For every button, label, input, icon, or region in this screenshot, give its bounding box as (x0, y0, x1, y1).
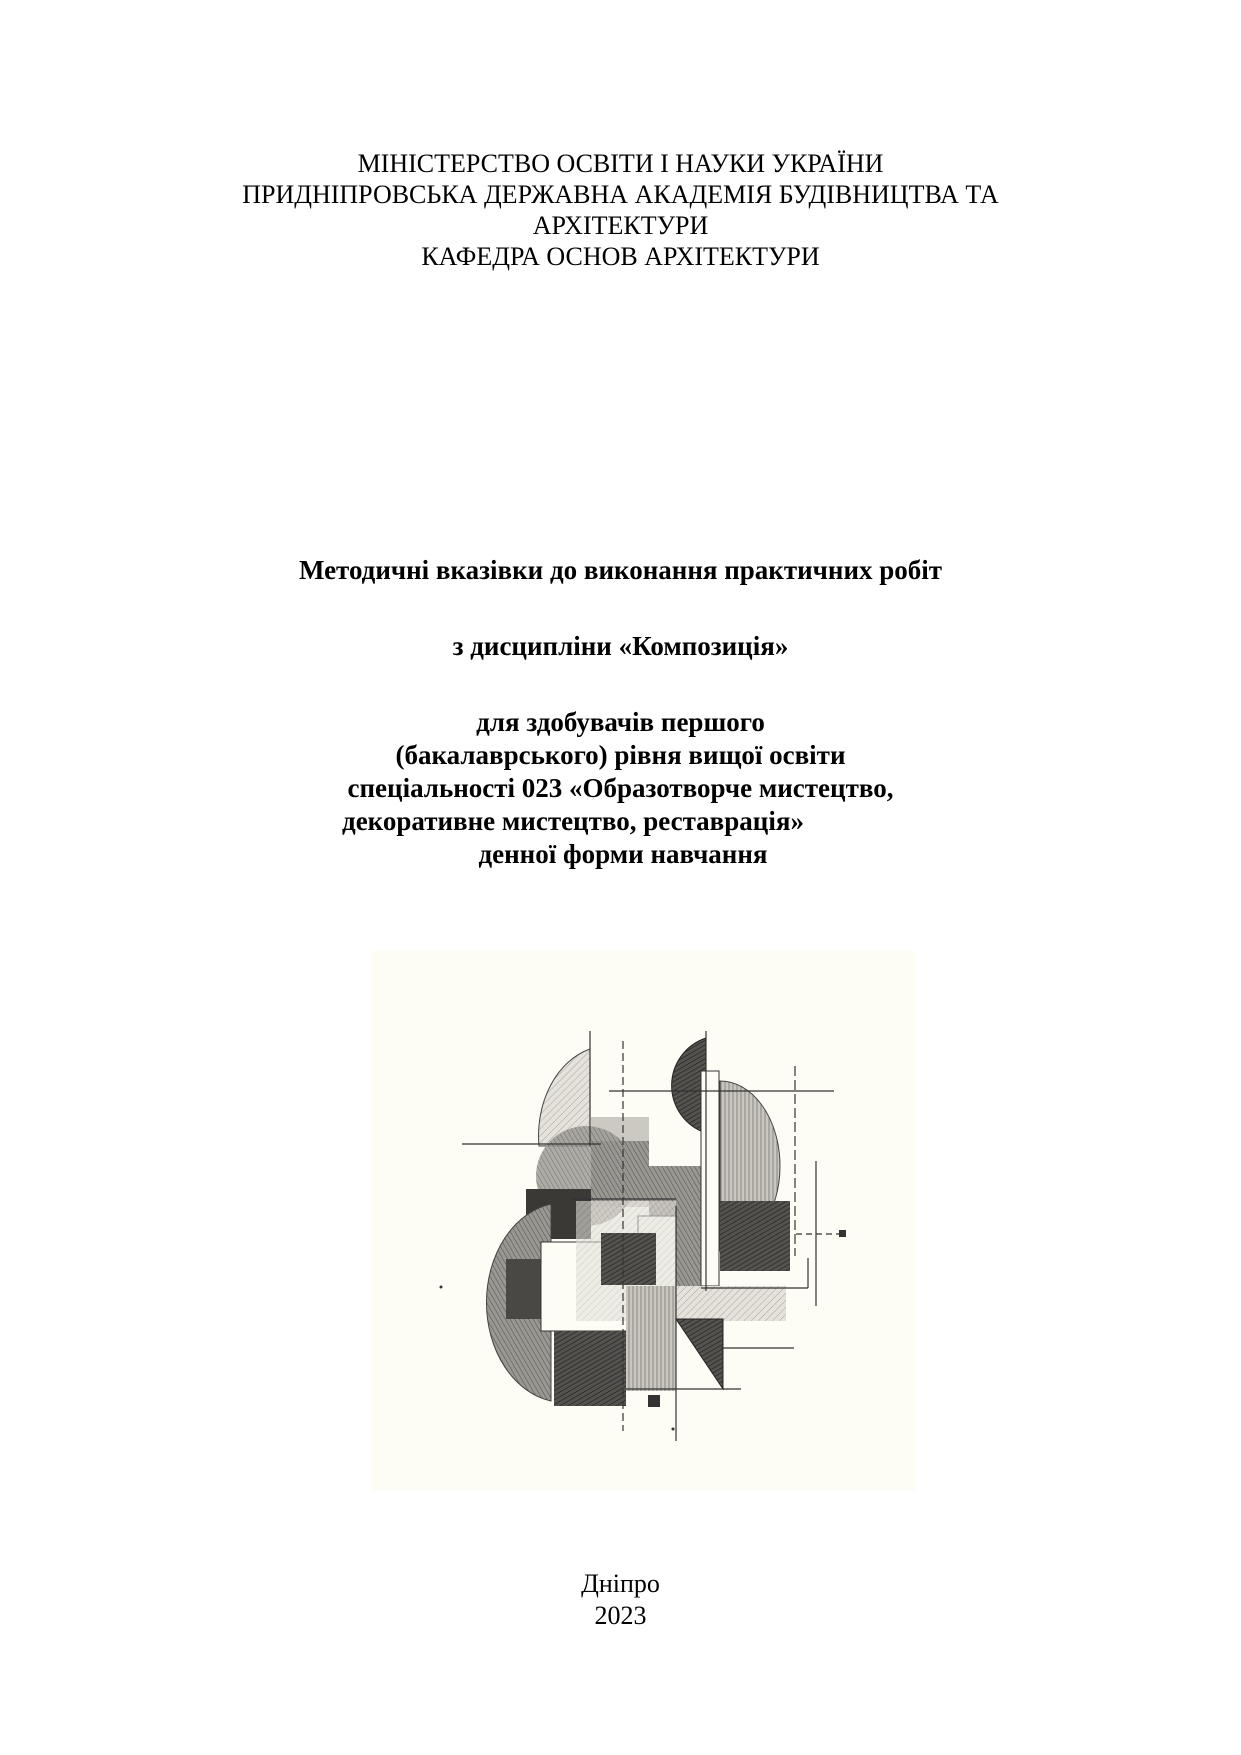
academy-line-cont: АРХІТЕКТУРИ (532, 211, 709, 240)
city: Дніпро (581, 1569, 660, 1598)
ministry-line: МІНІСТЕРСТВО ОСВІТИ І НАУКИ УКРАЇНИ (357, 149, 884, 178)
publication-info (0, 1568, 1241, 1632)
geometric-sketch-image (371, 951, 916, 1491)
cover-illustration (371, 951, 916, 1491)
audience-line: для здобувачів першого (476, 707, 765, 737)
discipline-title: з дисципліни «Композиція» (452, 631, 789, 661)
audience-line: денної форми навчання (478, 839, 768, 869)
document-title: Методичні вказівки до виконання практичних робіт (298, 555, 943, 585)
institution-header (0, 148, 1241, 272)
year: 2023 (594, 1601, 647, 1630)
audience-line: спеціальності 023 «Образотворче мистецтво, (347, 773, 894, 803)
audience-line: декоративне мистецтво, реставрація» (342, 806, 804, 836)
audience-line: (бакалаврського) рівня вищої освіти (395, 740, 846, 770)
academy-line: ПРИДНІПРОВСЬКА ДЕРЖАВНА АКАДЕМІЯ БУДІВНИЦТВА ТА (242, 180, 999, 209)
audience-block (0, 706, 1241, 871)
department-line: КАФЕДРА ОСНОВ АРХІТЕКТУРИ (421, 242, 820, 271)
